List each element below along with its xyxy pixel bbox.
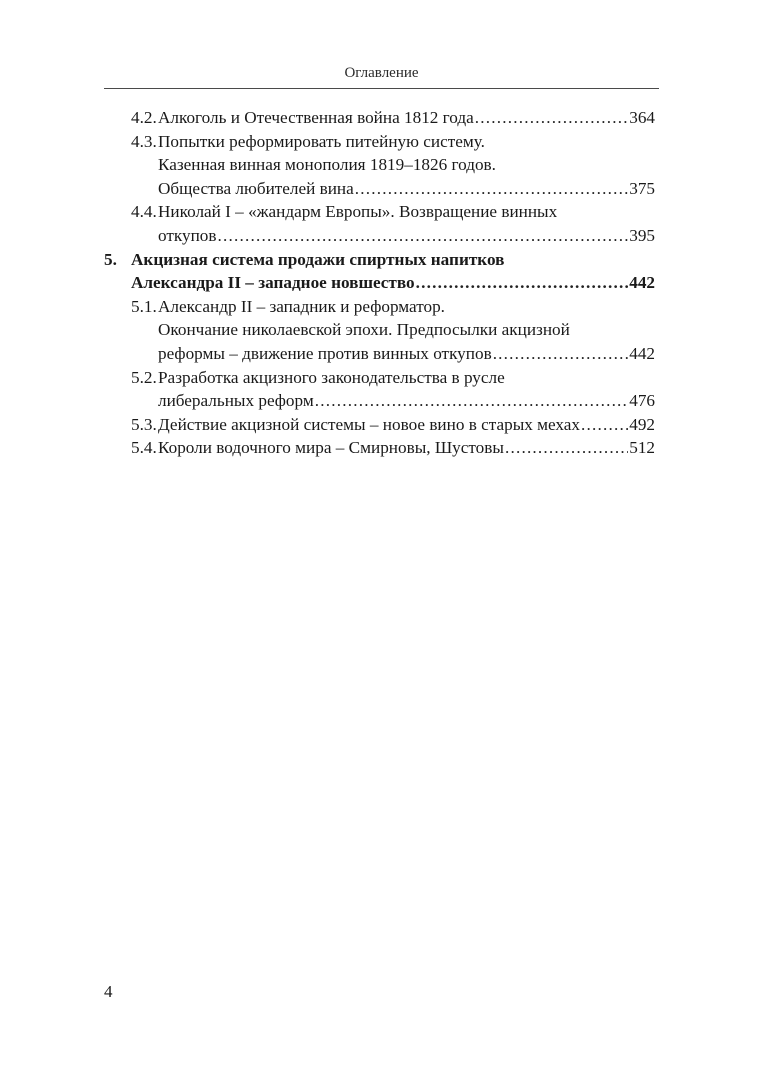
toc-chapter-5[interactable] xyxy=(104,248,655,272)
toc-entry-4-3-continued[interactable] xyxy=(104,177,655,201)
table-of-contents xyxy=(104,106,655,460)
header-rule xyxy=(104,88,659,89)
page-folio: 4 xyxy=(104,982,113,1001)
page-number: 512 xyxy=(629,438,655,458)
entry-number: 4.4. xyxy=(131,202,157,222)
page-number: 476 xyxy=(629,391,655,411)
dot-leader xyxy=(315,389,628,413)
entry-number: 4.2. xyxy=(131,108,157,127)
chapter-number: 5. xyxy=(104,249,117,269)
toc-entry-5-2[interactable] xyxy=(104,366,655,390)
toc-entry-5-1-continued[interactable] xyxy=(104,342,655,366)
toc-entry-4-2[interactable] xyxy=(104,106,655,130)
chapter-title-line: Александра II – западное новшество xyxy=(131,273,415,293)
dot-leader xyxy=(416,271,629,295)
dot-leader xyxy=(475,106,628,130)
dot-leader xyxy=(355,177,628,201)
dot-leader xyxy=(493,342,629,366)
toc-entry-4-3[interactable] xyxy=(104,130,655,154)
dot-leader xyxy=(218,224,629,248)
toc-entry-5-4[interactable] xyxy=(104,436,655,460)
entry-title-line: Окончание николаевской эпохи. Предпосылки акцизной xyxy=(158,320,570,340)
entry-title: Короли водочного мира – Смирновы, Шустовы xyxy=(158,438,504,458)
entry-number: 5.1. xyxy=(131,296,157,316)
entry-title-line: Общества любителей вина xyxy=(158,178,354,198)
entry-title-line: откупов xyxy=(158,225,217,245)
entry-title: Алкоголь и Отечественная война 1812 года xyxy=(158,108,474,127)
page-number: 375 xyxy=(629,178,655,198)
entry-title-line: Александр II – западник и реформатор. xyxy=(158,296,445,316)
page-number: 492 xyxy=(629,414,655,434)
chapter-title-line: Акцизная система продажи спиртных напитков xyxy=(131,249,505,269)
entry-title: Действие акцизной системы – новое вино в старых мехах xyxy=(158,414,581,434)
toc-entry-5-2-continued[interactable] xyxy=(104,389,655,413)
toc-entry-4-3-continued[interactable] xyxy=(104,153,655,177)
entry-title-line: Казенная винная монополия 1819–1826 годов. xyxy=(158,155,496,175)
page-number: 364 xyxy=(629,108,655,127)
entry-number: 5.3. xyxy=(131,414,157,434)
page-number: 442 xyxy=(629,273,655,293)
toc-entry-5-1[interactable] xyxy=(104,295,655,319)
entry-title-line: реформы – движение против винных откупов xyxy=(158,343,492,363)
page-number: 442 xyxy=(629,343,655,363)
toc-entry-5-1-continued[interactable] xyxy=(104,318,655,342)
dot-leader xyxy=(505,436,628,460)
entry-title-line: либеральных реформ xyxy=(158,391,314,411)
toc-chapter-5-continued[interactable] xyxy=(104,271,655,295)
toc-entry-5-3[interactable] xyxy=(104,413,655,437)
dot-leader xyxy=(581,413,628,437)
entry-title-line: Разработка акцизного законодательства в русле xyxy=(158,367,505,387)
entry-number: 4.3. xyxy=(131,131,157,151)
page-number: 395 xyxy=(629,225,655,245)
entry-number: 5.2. xyxy=(131,367,157,387)
entry-number: 5.4. xyxy=(131,438,157,458)
entry-title-line: Попытки реформировать питейную систему. xyxy=(158,131,485,151)
toc-entry-4-4-continued[interactable] xyxy=(104,224,655,248)
toc-entry-4-4[interactable] xyxy=(104,200,655,224)
running-head: Оглавление xyxy=(344,65,419,81)
entry-title-line: Николай I – «жандарм Европы». Возвращение винных xyxy=(158,202,558,222)
